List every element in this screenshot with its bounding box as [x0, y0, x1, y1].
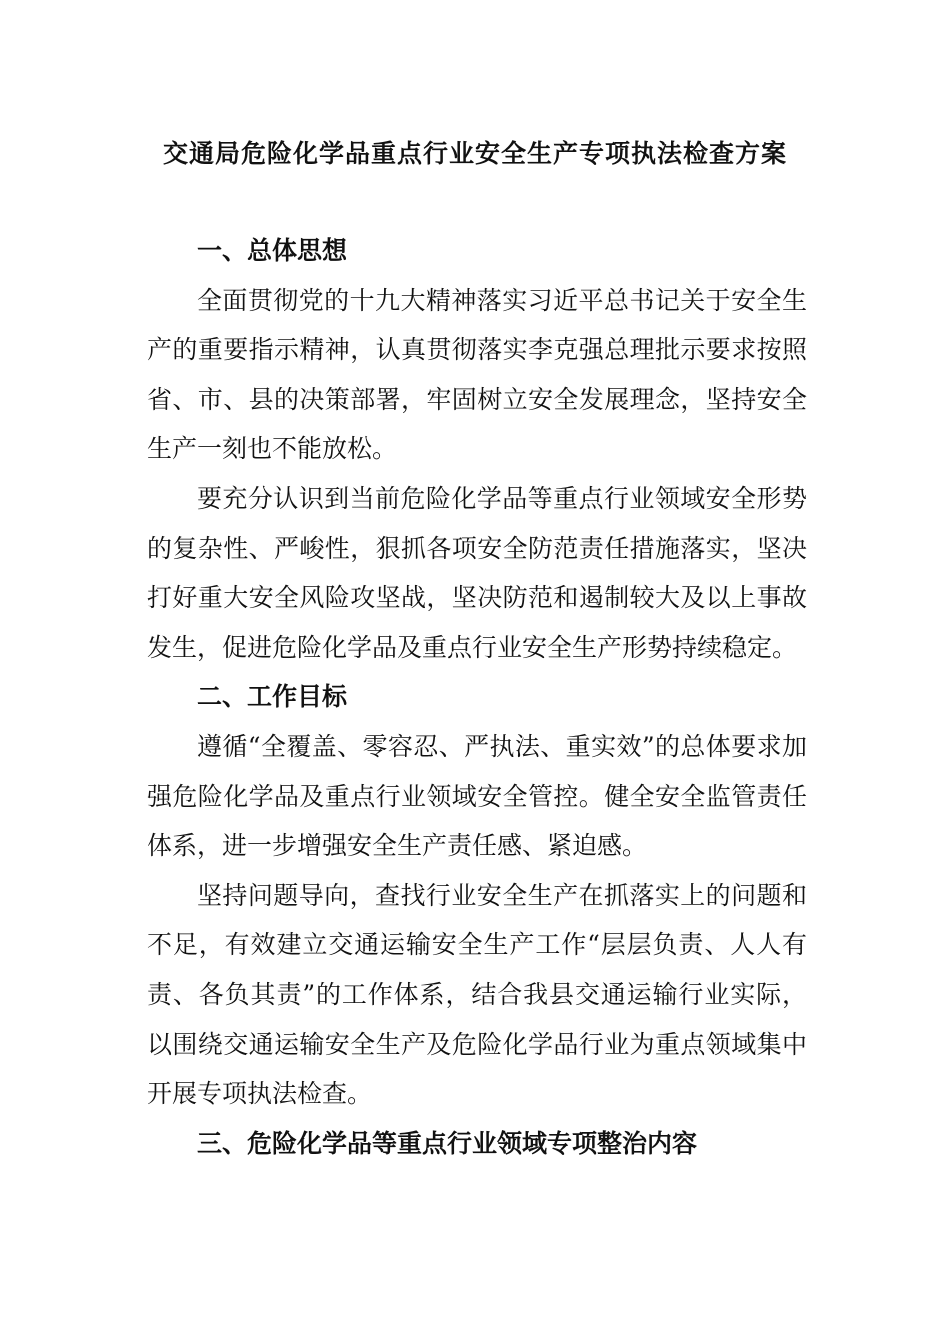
paragraph: 遵循“全覆盖、零容忍、严执法、重实效”的总体要求加强危险化学品及重点行业领域安全管控。健全安全监管责任体系，进一步增强安全生产责任感、紧迫感。 — [147, 731, 807, 861]
section-heading: 一、总体思想 — [197, 236, 348, 265]
section-heading: 三、危险化学品等重点行业领域专项整治内容 — [197, 1128, 698, 1158]
section-heading: 二、工作目标 — [197, 682, 348, 712]
paragraph: 坚持问题导向，查找行业安全生产在抓落实上的问题和不足，有效建立交通运输安全生产工作“层层负责、人人有责、各负其责”的工作体系，结合我县交通运输行业实际，以围绕交通运输安全生产及危险化学品行业为重点领域集中开展专项执法检查。 — [147, 880, 807, 1109]
document-body — [147, 226, 807, 1168]
paragraph: 要充分认识到当前危险化学品等重点行业领域安全形势的复杂性、严峻性，狠抓各项安全防范责任措施落实，坚决打好重大安全风险攻坚战，坚决防范和遏制较大及以上事故发生，促进危险化学品及重点行业安全生产形势持续稳定。 — [147, 483, 807, 662]
paragraph: 全面贯彻党的十九大精神落实习近平总书记关于安全生产的重要指示精神，认真贯彻落实李克强总理批示要求按照省、市、县的决策部署，牢固树立安全发展理念，坚持安全生产一刻也不能放松。 — [147, 285, 807, 464]
document-title: 交通局危险化学品重点行业安全生产专项执法检查方案 — [162, 139, 787, 168]
